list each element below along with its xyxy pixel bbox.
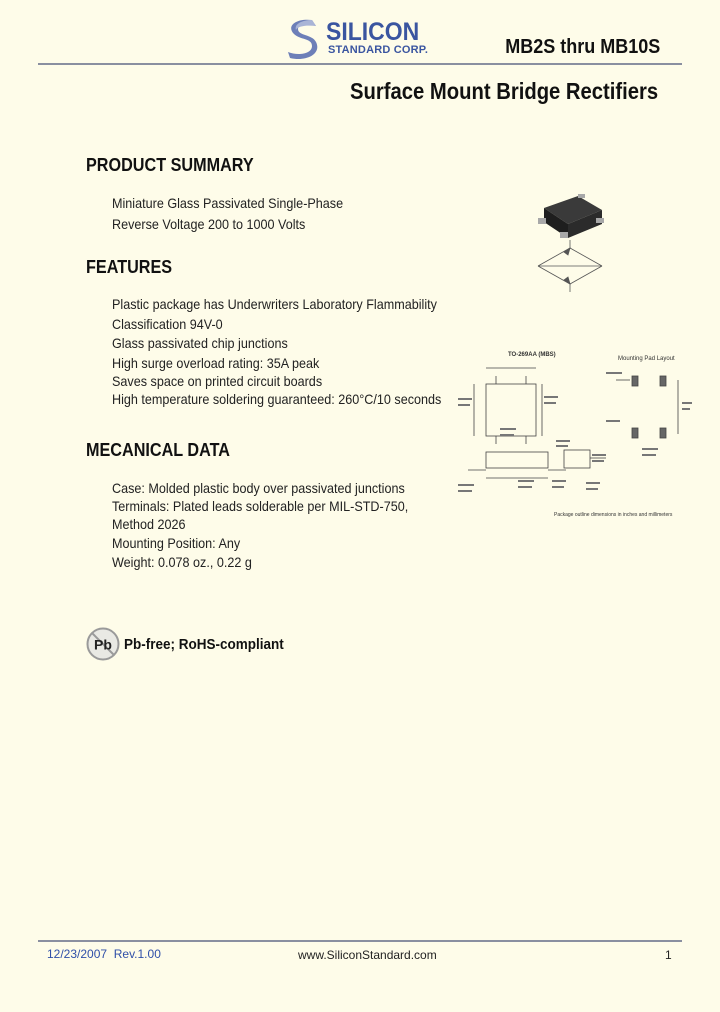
product-summary-heading: PRODUCT SUMMARY <box>86 155 254 175</box>
part-number-range: MB2S thru MB10S <box>504 36 660 58</box>
top-view-drawing <box>474 368 542 444</box>
pb-badge-text: Pb <box>94 636 112 653</box>
features-heading: FEATURES <box>86 257 173 277</box>
pb-free-icon <box>86 627 120 661</box>
logo-swoosh-icon <box>282 16 326 60</box>
feature-line: High surge overload rating: 35A peak <box>112 355 320 371</box>
summary-line: Miniature Glass Passivated Single-Phase <box>112 195 344 211</box>
package-name-label: TO-269AA (MBS) <box>508 352 556 358</box>
mechanical-line: Weight: 0.078 oz., 0.22 g <box>112 554 252 570</box>
footer-date-revision: 12/23/2007 Rev.1.00 <box>47 947 161 961</box>
package-photo <box>538 194 604 238</box>
mechanical-data-heading: MECANICAL DATA <box>86 440 230 460</box>
logo-text-standard-corp: STANDARD CORP. <box>328 44 429 56</box>
footer-page-number: 1 <box>665 948 672 962</box>
mechanical-line: Method 2026 <box>112 516 186 532</box>
pad-layout-label: Mounting Pad Layout <box>618 356 675 362</box>
feature-line: Glass passivated chip junctions <box>112 335 288 351</box>
feature-line: Plastic package has Underwriters Laboratory Flammability <box>112 296 437 312</box>
company-logo <box>282 16 442 60</box>
feature-line: High temperature soldering guaranteed: 260°C/10 seconds <box>112 391 442 407</box>
footer-divider <box>38 940 682 942</box>
mechanical-line: Case: Molded plastic body over passivated junctions <box>112 480 405 496</box>
summary-line: Reverse Voltage 200 to 1000 Volts <box>112 216 306 232</box>
feature-line: Saves space on printed circuit boards <box>112 373 323 389</box>
header-divider <box>38 63 682 65</box>
bridge-schematic <box>538 240 602 292</box>
mechanical-line: Mounting Position: Any <box>112 535 241 551</box>
logo-text-silicon: SILICON <box>326 18 420 46</box>
footer-website-link[interactable]: www.SiliconStandard.com <box>298 948 437 962</box>
pb-free-label: Pb-free; RoHS-compliant <box>124 636 284 653</box>
feature-line: Classification 94V-0 <box>112 316 223 332</box>
package-outline-figure <box>456 188 692 524</box>
figure-caption: Package outline dimensions in inches and millimeters <box>554 512 673 518</box>
dimension-markings <box>458 372 692 492</box>
mechanical-line: Terminals: Plated leads solderable per MIL-STD-750, <box>112 498 409 514</box>
pad-layout-drawing <box>616 376 678 438</box>
document-title: Surface Mount Bridge Rectifiers <box>349 78 658 104</box>
side-view-drawing <box>468 450 606 478</box>
